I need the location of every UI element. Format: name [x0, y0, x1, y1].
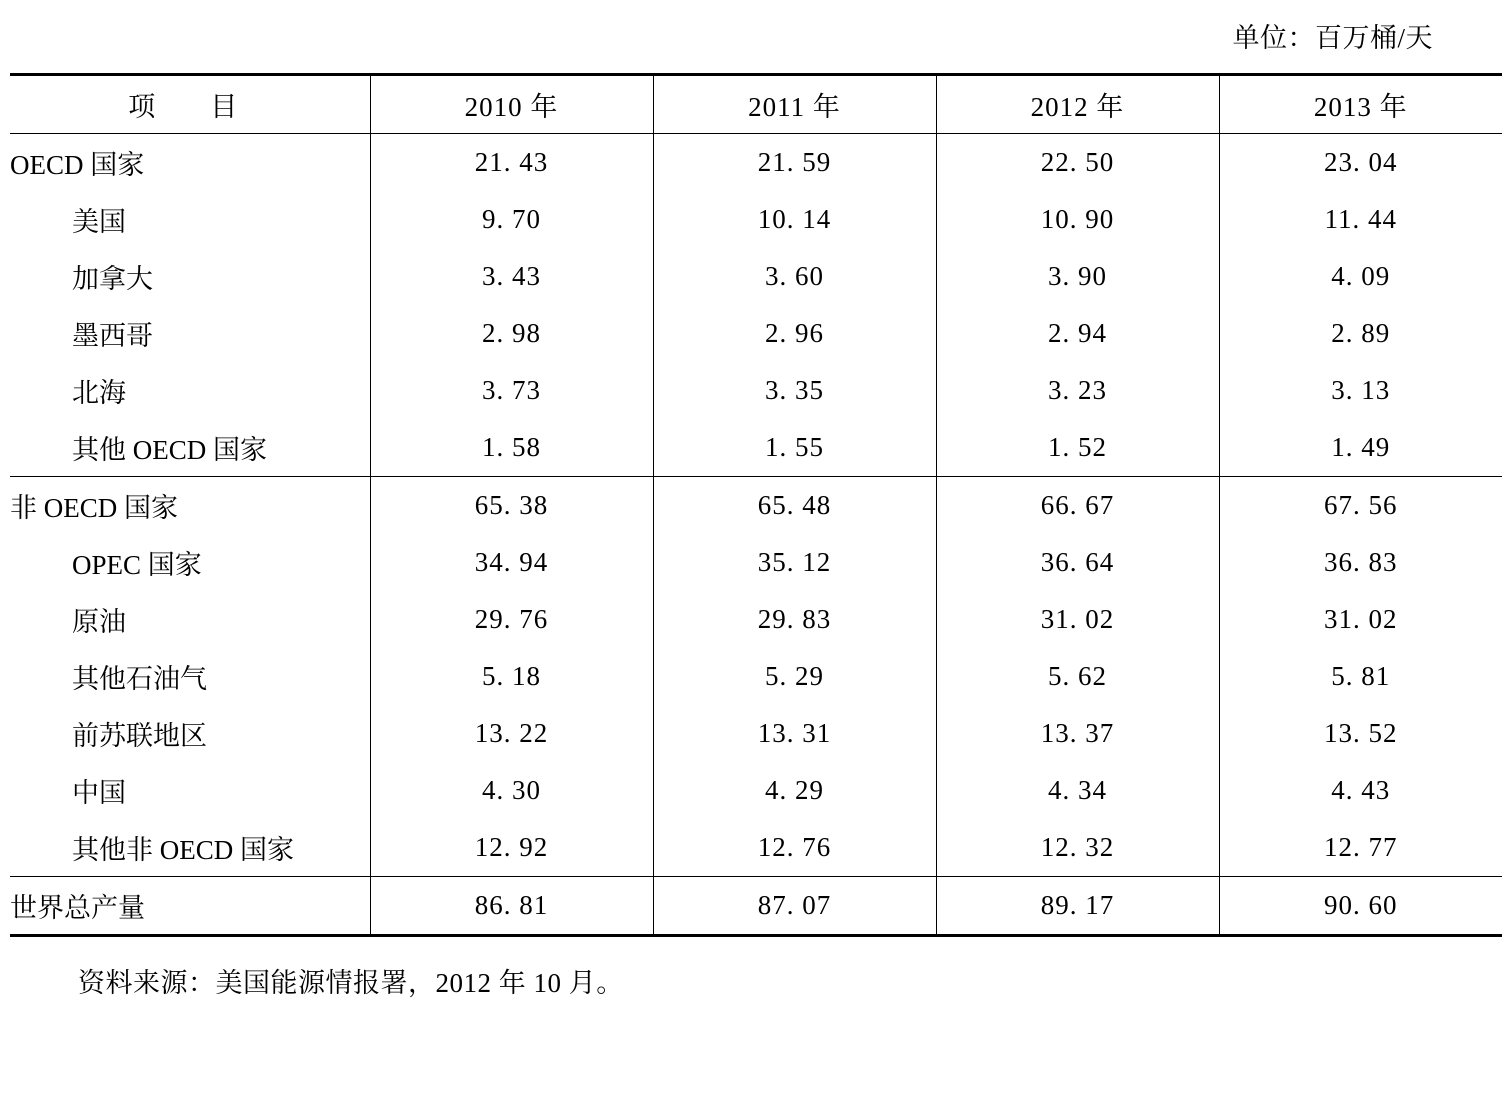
- row-value: 4. 30: [370, 762, 653, 819]
- table-body: [10, 134, 1502, 936]
- row-label: 其他石油气: [72, 664, 207, 694]
- row-value: 65. 48: [653, 477, 936, 535]
- row-value: 1. 58: [370, 419, 653, 477]
- row-value: 35. 12: [653, 534, 936, 591]
- row-value: 4. 09: [1219, 248, 1502, 305]
- oil-production-table: [10, 73, 1502, 937]
- row-value: 3. 90: [936, 248, 1219, 305]
- row-label: 前苏联地区: [72, 721, 207, 751]
- table-header-row: [10, 75, 1502, 134]
- row-value: 36. 64: [936, 534, 1219, 591]
- row-value: 12. 92: [370, 819, 653, 877]
- table-row: [10, 705, 1502, 762]
- row-value: 2. 94: [936, 305, 1219, 362]
- row-value: 29. 83: [653, 591, 936, 648]
- row-value: 4. 29: [653, 762, 936, 819]
- row-value: 11. 44: [1219, 191, 1502, 248]
- column-header-2013: 2013 年: [1219, 75, 1502, 134]
- row-value: 36. 83: [1219, 534, 1502, 591]
- row-value: 4. 34: [936, 762, 1219, 819]
- row-value: 10. 90: [936, 191, 1219, 248]
- row-value: 10. 14: [653, 191, 936, 248]
- column-header-2011: 2011 年: [653, 75, 936, 134]
- row-label: 中国: [72, 778, 126, 808]
- row-value: 66. 67: [936, 477, 1219, 535]
- row-value: 23. 04: [1219, 134, 1502, 192]
- row-label: 其他 OECD 国家: [72, 435, 267, 465]
- row-value: 5. 81: [1219, 648, 1502, 705]
- row-value: 3. 60: [653, 248, 936, 305]
- row-value: 13. 31: [653, 705, 936, 762]
- row-value: 13. 22: [370, 705, 653, 762]
- column-header-2010: 2010 年: [370, 75, 653, 134]
- column-header-2012: 2012 年: [936, 75, 1219, 134]
- row-value: 3. 43: [370, 248, 653, 305]
- row-value: 5. 29: [653, 648, 936, 705]
- row-label: 美国: [72, 207, 126, 237]
- row-label: 世界总产量: [10, 877, 370, 936]
- source-note: 资料来源：美国能源情报署，2012 年 10 月。: [78, 968, 624, 998]
- table-row: [10, 534, 1502, 591]
- row-value: 22. 50: [936, 134, 1219, 192]
- row-value: 4. 43: [1219, 762, 1502, 819]
- row-label: OPEC 国家: [72, 550, 202, 580]
- row-value: 12. 76: [653, 819, 936, 877]
- row-value: 21. 43: [370, 134, 653, 192]
- row-value: 3. 13: [1219, 362, 1502, 419]
- row-label: 加拿大: [72, 264, 153, 294]
- table-row: [10, 762, 1502, 819]
- row-value: 65. 38: [370, 477, 653, 535]
- row-label: OECD 国家: [10, 150, 145, 180]
- row-value: 21. 59: [653, 134, 936, 192]
- row-value: 13. 37: [936, 705, 1219, 762]
- row-label: 北海: [72, 378, 126, 408]
- row-value: 2. 96: [653, 305, 936, 362]
- row-value: 87. 07: [653, 877, 936, 936]
- row-value: 1. 52: [936, 419, 1219, 477]
- table-row: [10, 877, 1502, 936]
- row-label: 非 OECD 国家: [10, 477, 370, 535]
- table-row: [10, 362, 1502, 419]
- row-value: 31. 02: [1219, 591, 1502, 648]
- row-value: 3. 23: [936, 362, 1219, 419]
- row-value: 89. 17: [936, 877, 1219, 936]
- column-header-item: 项 目: [10, 75, 370, 134]
- row-value: 90. 60: [1219, 877, 1502, 936]
- row-value: 1. 49: [1219, 419, 1502, 477]
- table-row: [10, 191, 1502, 248]
- table-row: [10, 819, 1502, 877]
- row-value: 12. 77: [1219, 819, 1502, 877]
- row-value: 5. 18: [370, 648, 653, 705]
- row-value: 3. 35: [653, 362, 936, 419]
- row-value: 1. 55: [653, 419, 936, 477]
- row-value: 2. 98: [370, 305, 653, 362]
- row-value: 86. 81: [370, 877, 653, 936]
- table-row: [10, 591, 1502, 648]
- table-row: [10, 477, 1502, 535]
- row-value: 31. 02: [936, 591, 1219, 648]
- row-value: 2. 89: [1219, 305, 1502, 362]
- row-value: 3. 73: [370, 362, 653, 419]
- row-value: 13. 52: [1219, 705, 1502, 762]
- table-row: [10, 134, 1502, 192]
- row-label: 墨西哥: [72, 321, 153, 351]
- table-row: [10, 305, 1502, 362]
- table-row: [10, 248, 1502, 305]
- row-value: 34. 94: [370, 534, 653, 591]
- row-value: 9. 70: [370, 191, 653, 248]
- table-row: [10, 648, 1502, 705]
- row-value: 12. 32: [936, 819, 1219, 877]
- table-row: [10, 419, 1502, 477]
- row-value: 67. 56: [1219, 477, 1502, 535]
- unit-note: 单位：百万桶/天: [1232, 23, 1433, 53]
- row-value: 5. 62: [936, 648, 1219, 705]
- row-value: 29. 76: [370, 591, 653, 648]
- row-label: 其他非 OECD 国家: [72, 835, 294, 865]
- row-label: 原油: [72, 607, 126, 637]
